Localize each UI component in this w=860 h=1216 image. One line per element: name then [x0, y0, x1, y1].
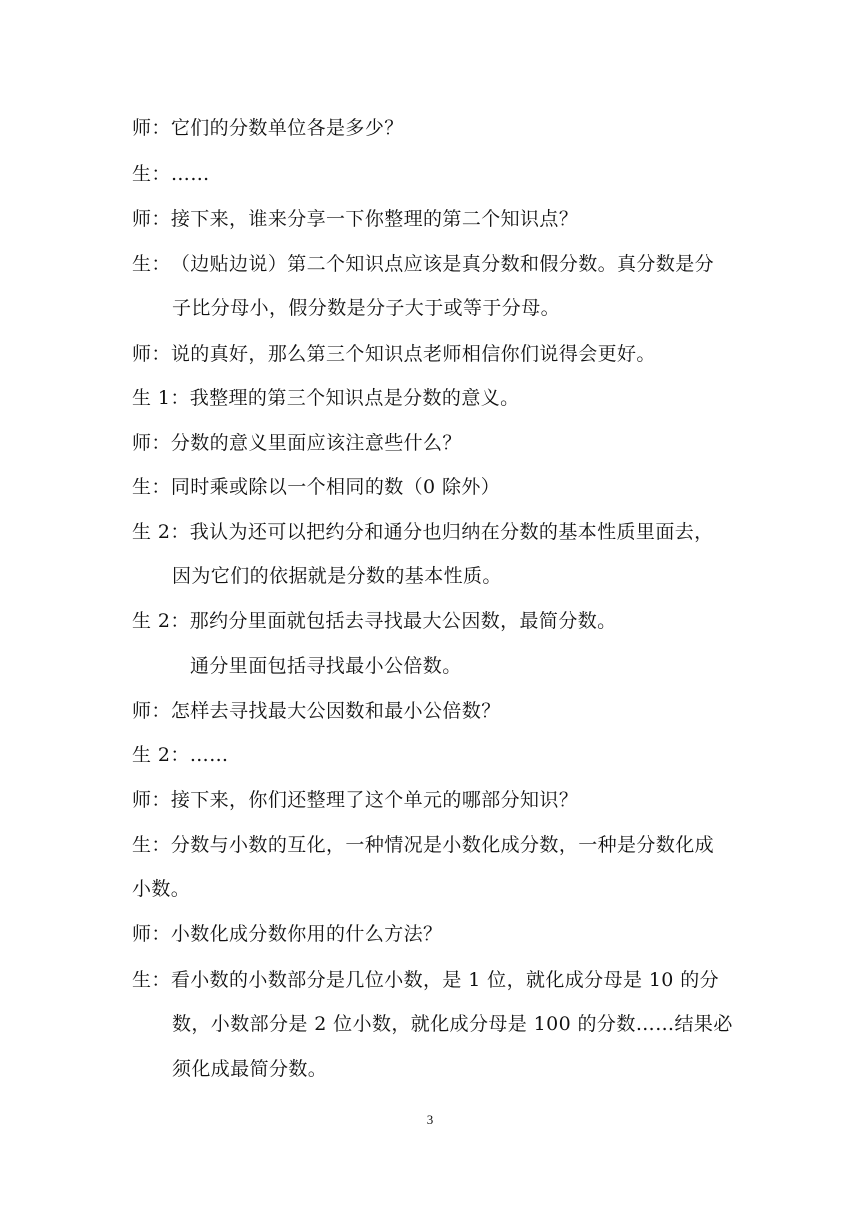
line-text: 它们的分数单位各是多少？: [170, 117, 404, 139]
line-text: 分数的意义里面应该注意些什么？: [170, 432, 462, 454]
line-text: 通分里面包括寻找最小公倍数。: [190, 655, 462, 677]
speaker-label: 生 2：: [132, 521, 190, 543]
speaker-label: 师：: [132, 923, 171, 945]
dialogue-continuation: [0, 877, 860, 901]
dialogue-continuation: [0, 1012, 860, 1036]
speaker-label: 生：: [132, 969, 171, 991]
speaker-label: 生 1：: [132, 387, 190, 409]
speaker-label: 生 2：: [132, 744, 190, 766]
speaker-label: 生：: [132, 163, 171, 185]
dialogue-line: [0, 386, 860, 410]
speaker-label: 师：: [132, 432, 171, 454]
dialogue-line: [0, 788, 860, 812]
dialogue-line: [0, 743, 860, 767]
page-number: 3: [426, 1112, 434, 1127]
dialogue-continuation: [0, 296, 860, 320]
dialogue-line: [0, 520, 860, 544]
line-text: 接下来，你们还整理了这个单元的哪部分知识？: [170, 789, 579, 811]
dialogue-line: [0, 475, 860, 499]
line-text: 同时乘或除以一个相同的数（0 除外）: [170, 476, 501, 498]
dialogue-line: [0, 699, 860, 723]
dialogue-line: [0, 968, 860, 992]
dialogue-line: [0, 342, 860, 366]
dialogue-line: [0, 207, 860, 231]
speaker-label: 生：: [132, 834, 171, 856]
line-text: ……: [170, 163, 210, 185]
speaker-label: 师：: [132, 789, 171, 811]
dialogue-line: [0, 252, 860, 276]
line-text: 我认为还可以把约分和通分也归纳在分数的基本性质里面去，: [189, 521, 714, 543]
line-text: 说的真好，那么第三个知识点老师相信你们说得会更好。: [170, 343, 656, 365]
speaker-label: 生：: [132, 476, 171, 498]
line-text: 因为它们的依据就是分数的基本性质。: [172, 565, 502, 587]
line-text: 小数化成分数你用的什么方法？: [170, 923, 443, 945]
line-text: 看小数的小数部分是几位小数，是 1 位，就化成分母是 10 的分: [170, 969, 720, 991]
dialogue-line: [0, 609, 860, 633]
line-text: 分数与小数的互化，一种情况是小数化成分数，一种是分数化成: [170, 834, 715, 856]
dialogue-line: [0, 116, 860, 140]
speaker-label: 生：: [132, 253, 171, 275]
line-text: 须化成最简分数。: [172, 1058, 328, 1080]
dialogue-line: [0, 162, 860, 186]
speaker-label: 师：: [132, 117, 171, 139]
dialogue-line: [0, 922, 860, 946]
line-text: （边贴边说）第二个知识点应该是真分数和假分数。真分数是分: [170, 253, 715, 275]
line-text: 怎样去寻找最大公因数和最小公倍数？: [170, 700, 501, 722]
line-text: 我整理的第三个知识点是分数的意义。: [189, 387, 520, 409]
line-text: 小数。: [132, 878, 191, 900]
line-text: 数，小数部分是 2 位小数，就化成分母是 100 的分数……结果必: [172, 1013, 733, 1035]
dialogue-line: [0, 431, 860, 455]
dialogue-continuation: [0, 564, 860, 588]
line-text: ……: [189, 744, 229, 766]
line-text: 子比分母小，假分数是分子大于或等于分母。: [172, 297, 561, 319]
speaker-label: 师：: [132, 343, 171, 365]
dialogue-continuation: [0, 1057, 860, 1081]
line-text: 那约分里面就包括去寻找最大公因数，最简分数。: [189, 610, 617, 632]
dialogue-continuation: [0, 654, 860, 678]
dialogue-line: [0, 833, 860, 857]
speaker-label: 师：: [132, 700, 171, 722]
speaker-label: 生 2：: [132, 610, 190, 632]
speaker-label: 师：: [132, 208, 171, 230]
line-text: 接下来，谁来分享一下你整理的第二个知识点？: [170, 208, 579, 230]
